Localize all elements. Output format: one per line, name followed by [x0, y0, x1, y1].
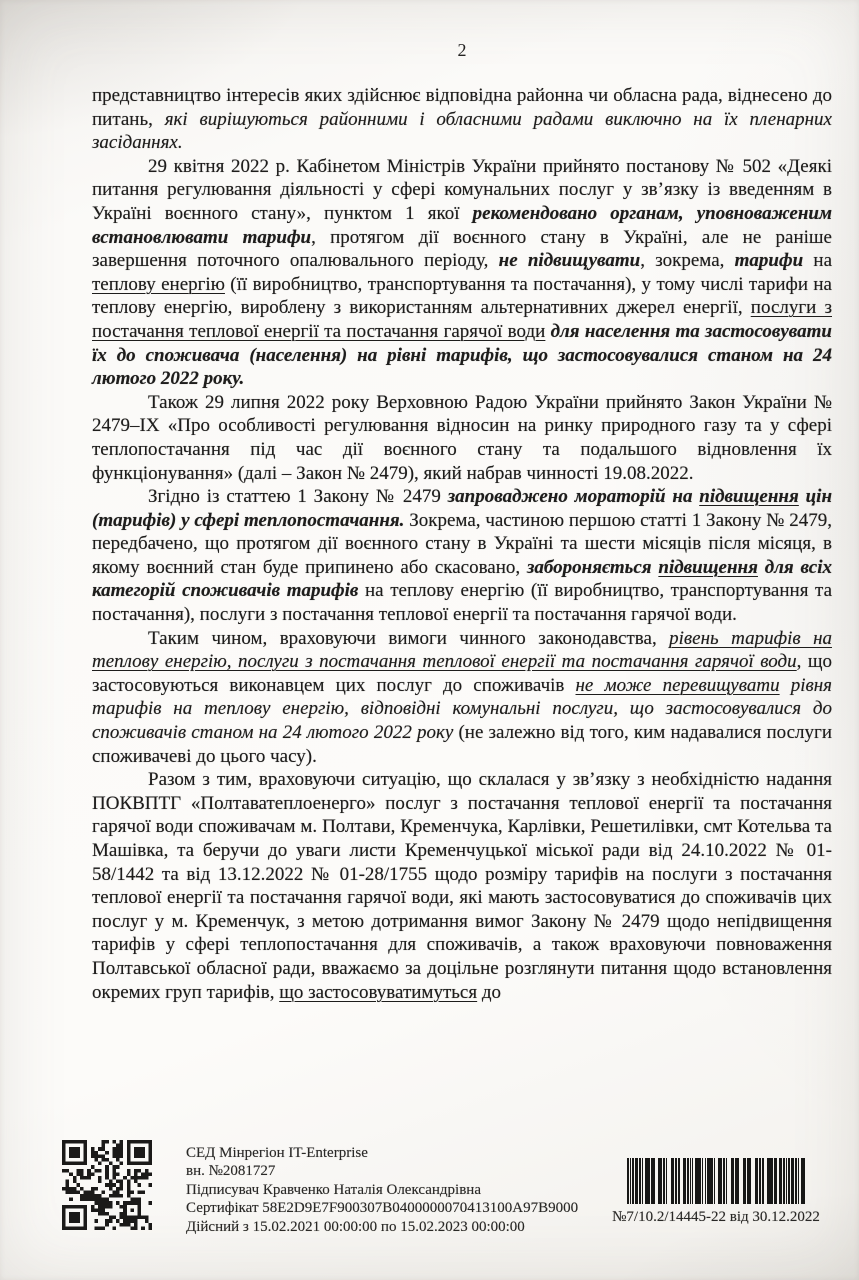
barcode-icon [627, 1158, 805, 1204]
text-run: до [477, 981, 502, 1003]
signature-footer [0, 1130, 859, 1270]
paragraph [92, 84, 832, 155]
text-run: підвищення [699, 486, 799, 508]
page-number: 2 [457, 40, 467, 60]
paragraph [92, 391, 832, 485]
signature-system-line: СЕД Мінрегіон IT-Enterprise [186, 1145, 368, 1161]
text-run: для всіх категорій споживачів тарифів [92, 556, 832, 602]
text-run: не підвищувати [498, 250, 641, 272]
text-run: (її виробництво, транспортування та постачання), у тому числі тарифи на теплову енергію, вироблену з використанням альтернативних джерел енергії, [92, 273, 832, 319]
text-run: , протягом дії воєнного стану в Україні, але не раніше завершення поточного опалювального періоду, [92, 226, 832, 272]
text-run: цін (тарифів) у сфері теплопостачання. [92, 486, 832, 531]
text-run: рівня тарифів на теплову енергію, відповідні комунальні послуги, що застосовувалися до споживачів станом на 24 лютого 2022 року [92, 674, 832, 744]
text-run: Зокрема, частиною першою статті 1 Закону № 2479, передбачено, що протягом дії воєнного стану в Україні та шести місяців після місяця, в якому воєнний стан буде припинено або скасовано, [92, 509, 832, 578]
document-text [92, 84, 832, 1004]
paragraph [92, 485, 832, 627]
text-run: не може перевищувати [575, 674, 780, 696]
paragraph [92, 627, 832, 769]
document-number: №7/10.2/14445-22 від 30.12.2022 [612, 1209, 820, 1225]
text-run: рекомендовано органам, уповноваженим встановлювати тарифи [92, 202, 832, 248]
paragraph [92, 155, 832, 391]
text-run: , зокрема, [640, 250, 735, 272]
paragraph [92, 768, 832, 1004]
signature-internal-number: вн. №2081727 [186, 1163, 276, 1180]
text-run: (не залежно від того, ким надавалися послуги споживачеві до цього часу). [92, 722, 832, 767]
text-run: Згідно із статтею 1 Закону № 2479 [148, 486, 448, 508]
text-run: для населення та застосовувати їх до споживача (населення) на рівні тарифів, що застосовувалися станом на 24 лютого 2022 року. [92, 320, 833, 390]
text-run: послуги з постачання теплової енергії та постачання гарячої води [92, 297, 832, 342]
signature-certificate-line: Сертифікат 58E2D9E7F900307B0400000070413100A97B9000 [186, 1200, 579, 1217]
text-run: Разом з тим, враховуючи ситуацію, що склалася у зв’язку з необхідністю надання ПОКВПТГ «Полтаватеплоенерго» послуг з постачання теплової енергії та постачання гарячої води споживачам м. Полтави, Кременчука, Карлівки, Решетилівки, смт Котельва та Машівка, та беручи до уваги листи Кременчуцької міської ради від 24.10.2022 № 01-58/1442 та від 13.12.2022 № 01-28/1755 щодо розміру тарифів на послуги з постачання теплової енергії та постачання гарячої води, які мають застосовуватися до споживачів цих послуг у м. Кременчук, з метою дотримання вимог Закону № 2479 щодо непідвищення тарифів у сфері теплопостачання для споживачів, а також враховуючи повноваження Полтавської обласної ради, вважаємо за доцільне розглянути питання щодо встановлення окремих груп тарифів, [92, 769, 832, 1003]
text-run: забороняється [527, 556, 659, 578]
signature-signer-line: Підписувач Кравченко Наталія Олександрівна [186, 1181, 481, 1198]
text-run: на теплову енергію (її виробництво, транспортування та постачання), послуги з постачання теплової енергії та постачання гарячої води. [92, 580, 833, 626]
text-run: Також 29 липня 2022 року Верховною Радою України прийнято Закон України № 2479–ІХ «Про особливості регулювання відносин на ринку природного газу та у сфері теплопостачання під час дії воєнного стану та подальшого відновлення їх функціонування» (далі – Закон № 2479), який набрав чинності 19.08.2022. [92, 391, 832, 484]
text-run: які вирішуються районними і обласними радами виключно на їх пленарних засіданнях. [92, 108, 832, 154]
text-run: рівень тарифів на теплову енергію, послуги з постачання теплової енергії та постачання гарячої води [92, 627, 832, 673]
text-run: , що застосовуються виконавцем цих послуг до споживачів [92, 651, 832, 696]
text-run: теплову енергію [92, 273, 225, 295]
text-run: представництво інтересів яких здійснює відповідна районна чи обласна рада, віднесено до питань, [92, 85, 832, 130]
text-run: Таким чином, враховуючи вимоги чинного законодавства, [148, 627, 670, 649]
signature-info [186, 1144, 578, 1236]
text-run: підвищення [658, 556, 758, 578]
text-run: на [803, 250, 833, 272]
text-run: що застосовуватимуться [279, 981, 478, 1003]
qr-code-icon [62, 1140, 152, 1230]
signature-validity-line: Дійсний з 15.02.2021 00:00:00 по 15.02.2023 00:00:00 [186, 1218, 525, 1235]
text-run: 29 квітня 2022 р. Кабінетом Міністрів України прийнято постанову № 502 «Деякі питання регулювання діяльності у сфері комунальних послуг у зв’язку із введенням в Україні воєнного стану», пунктом 1 якої [92, 155, 832, 224]
text-run: тарифи [734, 250, 804, 272]
barcode-block [588, 1158, 844, 1226]
text-run: запроваджено мораторій на [447, 486, 700, 508]
